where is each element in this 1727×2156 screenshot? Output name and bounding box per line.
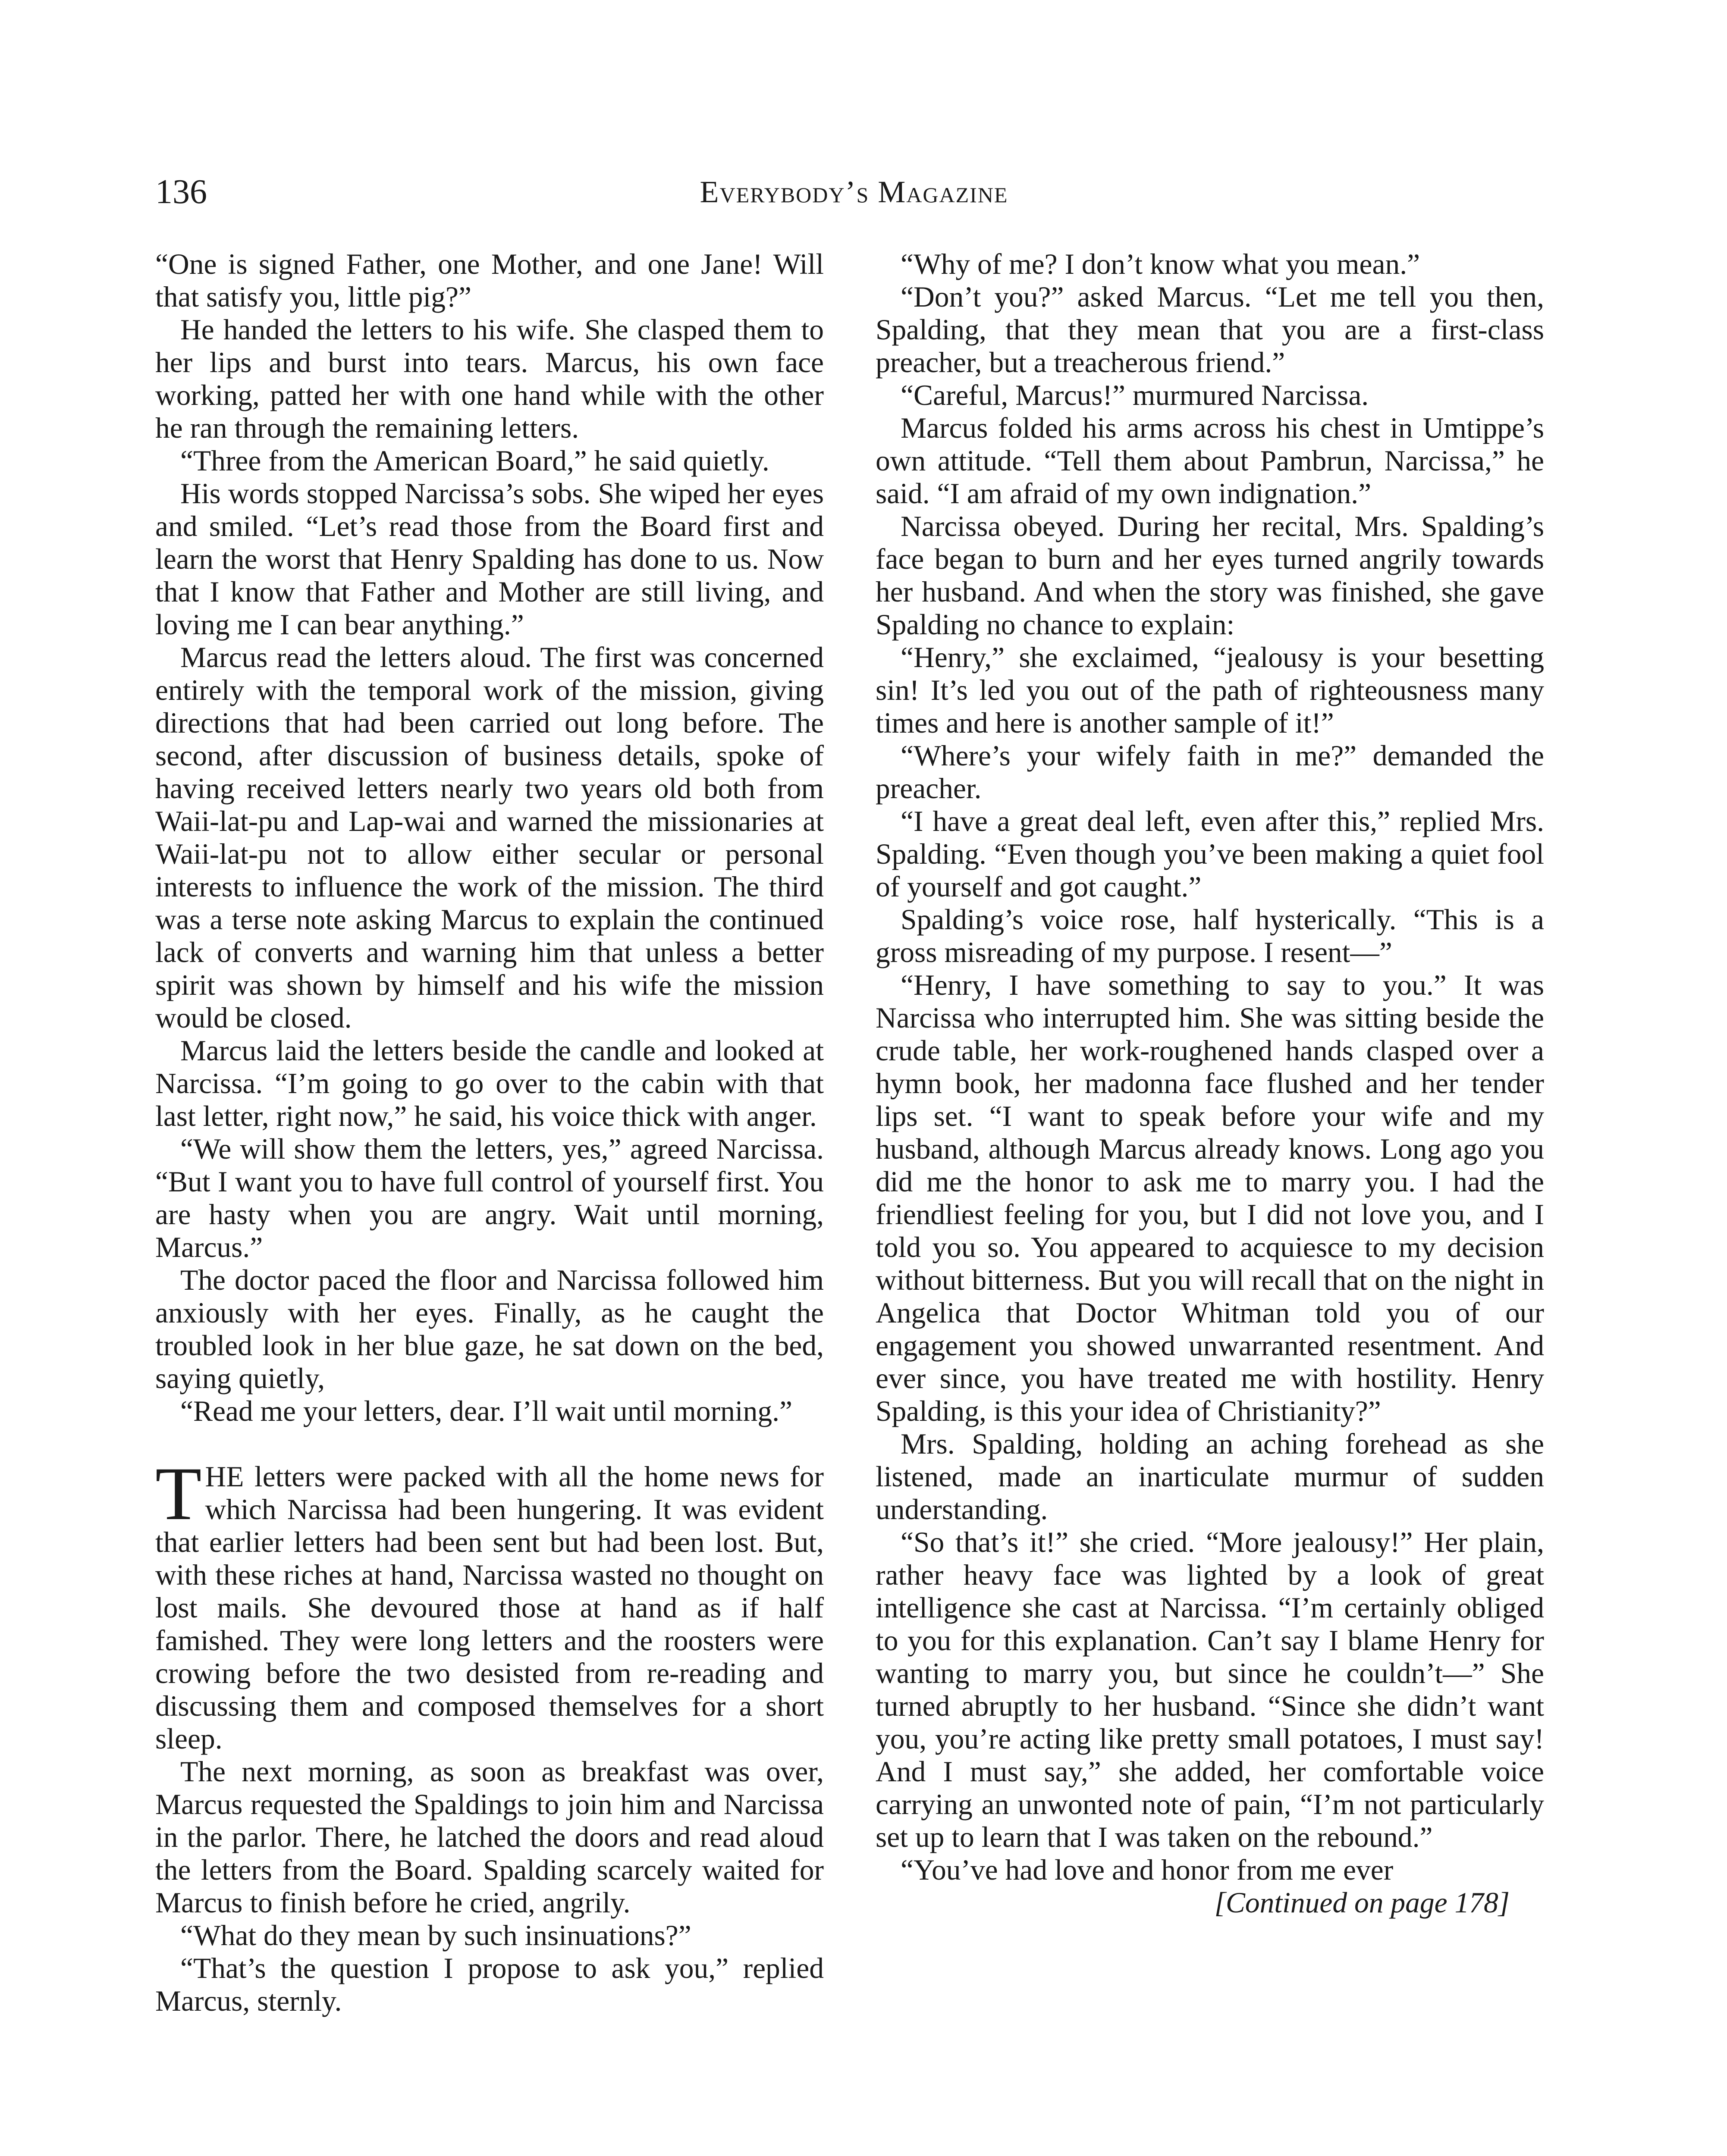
paragraph: Narcissa obeyed. During her recital, Mrs. Spalding’s face began to burn and her eyes turned angrily towards her husband. And when the story was finished, she gave Spalding no chance to explain:	[876, 510, 1544, 641]
paragraph: Marcus folded his arms across his chest in Umtippe’s own attitude. “Tell them about Pambrun, Narcissa,” he said. “I am afraid of my own indignation.”	[876, 412, 1544, 510]
paragraph: Mrs. Spalding, holding an aching forehead as she listened, made an inarticulate murmur of sudden understanding.	[876, 1428, 1544, 1526]
paragraph: “I have a great deal left, even after this,” replied Mrs. Spalding. “Even though you’ve been making a quiet fool of yourself and got caught.”	[876, 805, 1544, 903]
paragraph: “You’ve had love and honor from me ever	[901, 1854, 1394, 1886]
left-column	[155, 248, 824, 2018]
paragraph: Spalding’s voice rose, half hysterically. “This is a gross misreading of my purpose. I resent—”	[876, 903, 1544, 968]
running-head: Everybody’s Magazine	[700, 175, 1008, 209]
paragraph: Marcus laid the letters beside the candle and looked at Narcissa. “I’m going to go over to the cabin with that last letter, right now,” he said, his voice thick with anger.	[155, 1034, 824, 1132]
paragraph: “So that’s it!” she cried. “More jealousy!” Her plain, rather heavy face was lighted by a look of great intelligence she cast at Narcissa. “I’m certainly obliged to you for this explanation. Can’t say I blame Henry for wanting to marry you, but since he couldn’t—” She turned abruptly to her husband. “Since she didn’t want you, you’re acting like pretty small potatoes, I must say! And I must say,” she added, her comfortable voice carrying an unwonted note of pain, “I’m not particularly set up to learn that I was taken on the rebound.”	[876, 1526, 1544, 1853]
paragraph: “Read me your letters, dear. I’ll wait until morning.”	[180, 1395, 792, 1427]
paragraph: “That’s the question I propose to ask you,” replied Marcus, sternly.	[155, 1952, 824, 2017]
paragraph: “Why of me? I don’t know what you mean.”	[901, 248, 1420, 280]
paragraph: The doctor paced the floor and Narcissa followed him anxiously with her eyes. Finally, as he caught the troubled look in her blue gaze, he sat down on the bed, saying quietly,	[155, 1264, 824, 1395]
paragraph: “We will show them the letters, yes,” agreed Narcissa. “But I want you to have full control of yourself first. You are hasty when you are angry. Wait until morning, Marcus.”	[155, 1133, 824, 1263]
right-column	[876, 248, 1544, 1919]
paragraph: “Don’t you?” asked Marcus. “Let me tell you then, Spalding, that they mean that you are a first-class preacher, but a treacherous friend.”	[876, 281, 1544, 379]
section-opening-paragraph	[155, 1452, 824, 1755]
paragraph: “One is signed Father, one Mother, and one Jane! Will that satisfy you, little pig?”	[155, 248, 824, 313]
paragraph: The next morning, as soon as breakfast was over, Marcus requested the Spaldings to join him and Narcissa in the parlor. There, he latched the doors and read aloud the letters from the Board. Spalding scarcely waited for Marcus to finish before he cried, angrily.	[155, 1755, 824, 1919]
paragraph: “What do they mean by such insinuations?”	[180, 1919, 691, 1952]
paragraph: He handed the letters to his wife. She clasped them to her lips and burst into tears. Marcus, his own face working, patted her with one hand while with the other he ran through the remaining letters.	[155, 313, 824, 444]
paragraph: “Three from the American Board,” he said quietly.	[180, 445, 769, 477]
paragraph: “Where’s your wifely faith in me?” demanded the preacher.	[876, 740, 1544, 805]
paragraph: “Careful, Marcus!” murmured Narcissa.	[901, 379, 1369, 411]
paragraph: “Henry,” she exclaimed, “jealousy is your besetting sin! It’s led you out of the path of righteousness many times and here is another sample of it!”	[876, 641, 1544, 739]
section-opening-text: HE letters were packed with all the home news for which Narcissa had been hungering. It was evident that earlier letters had been sent but had been lost. But, with these riches at hand, Narcissa wasted no thought on lost mails. She devoured those at hand as if half famished. They were long letters and the roosters were crowing before the two desisted from re-reading and discussing them and composed themselves for a short sleep.	[155, 1460, 824, 1755]
paragraph: Marcus read the letters aloud. The first was concerned entirely with the temporal work of the mission, giving directions that had been carried out long before. The second, after discussion of business details, spoke of having received letters nearly two years old both from Waii-lat-pu and Lap-wai and warned the missionaries at Waii-lat-pu not to allow either secular or personal interests to influence the work of the mission. The third was a terse note asking Marcus to explain the continued lack of converts and warning him that unless a better spirit was shown by himself and his wife the mission would be closed.	[155, 641, 824, 1034]
section-break	[155, 1428, 824, 1460]
paragraph: “Henry, I have something to say to you.” It was Narcissa who interrupted him. She was sitting beside the crude table, her work-roughened hands clasped over a hymn book, her madonna face flushed and her tender lips set. “I want to speak before your wife and my husband, although Marcus already knows. Long ago you did me the honor to ask me to marry you. I had the friendliest feeling for you, but I did not love you, and I told you so. You appeared to acquiesce to my decision without bitterness. But you will recall that on the night in Angelica that Doctor Whitman told you of our engagement you showed unwarranted resentment. And ever since, you have treated me with hostility. Henry Spalding, is this your idea of Christianity?”	[876, 969, 1544, 1427]
page-number: 136	[155, 173, 207, 211]
drop-cap: T	[155, 1452, 202, 1536]
page-header	[155, 168, 1553, 216]
continued-note: [Continued on page 178]	[1214, 1887, 1510, 1919]
paragraph: His words stopped Narcissa’s sobs. She wiped her eyes and smiled. “Let’s read those from the Board first and learn the worst that Henry Spalding has done to us. Now that I know that Father and Mother are still living, and loving me I can bear anything.”	[155, 477, 824, 641]
